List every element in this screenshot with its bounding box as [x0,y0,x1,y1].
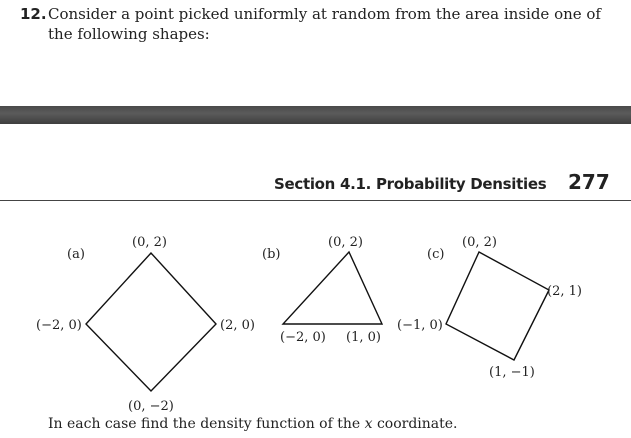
figure-c-label: (c) [427,247,445,262]
figure-c-vertex-left: (−1, 0) [397,318,443,333]
question-text [48,416,458,432]
question-before: In each case find the density function of the [48,416,365,432]
figure-b-label: (b) [262,247,281,262]
figure-a-vertex-right: (2, 0) [220,318,255,333]
problem-text: Consider a point picked uniformly at random from the area inside one of the following shapes: [48,5,601,43]
figure-b [262,235,382,345]
figure-b-triangle [283,252,382,324]
figure-a-vertex-top: (0, 2) [132,235,167,250]
figure-b-vertex-top: (0, 2) [328,235,363,250]
figure-c [397,235,582,380]
figure-a-diamond [86,253,216,391]
problem-number: 12. [20,5,47,23]
figure-a-label: (a) [67,247,85,262]
figure-a-vertex-bottom: (0, −2) [128,399,174,414]
figure-b-vertex-left: (−2, 0) [280,330,326,345]
question-after: coordinate. [372,416,458,432]
figure-c-vertex-bottom: (1, −1) [489,365,535,380]
figure-a [36,235,255,414]
figure-a-vertex-left: (−2, 0) [36,318,82,333]
figure-c-vertex-right: (2, 1) [547,284,582,299]
figure-b-vertex-right: (1, 0) [346,330,381,345]
figure-c-quadrilateral [446,252,549,360]
figure-c-vertex-top: (0, 2) [462,235,497,250]
question-variable: x [364,416,373,432]
section-title: Section 4.1. Probability Densities [274,175,547,193]
page-number: 277 [568,170,610,194]
